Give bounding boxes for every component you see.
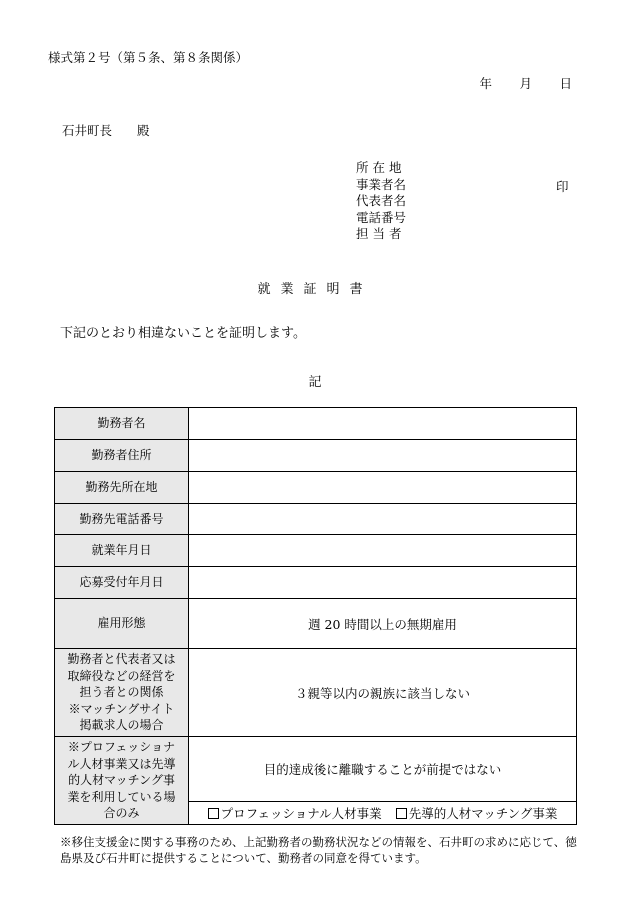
date-month-label: 月 [519, 76, 532, 91]
applicant-block [356, 160, 406, 243]
table-row [55, 567, 577, 599]
table-row [55, 472, 577, 504]
row-label-employment-date: 就業年月日 [55, 535, 189, 567]
professional-options [189, 802, 577, 825]
seal-mark: 印 [556, 179, 569, 194]
contact-person-label: 担 当 者 [356, 226, 402, 242]
row-label-application-date: 応募受付年月日 [55, 567, 189, 599]
representative-label: 代表者名 [356, 193, 407, 209]
date-day-label: 日 [559, 76, 572, 91]
table-row [55, 535, 577, 567]
worker-name-field[interactable] [189, 408, 577, 440]
row-label-employment-type: 雇用形態 [55, 599, 189, 649]
workplace-address-field[interactable] [189, 472, 577, 504]
table-row [55, 408, 577, 440]
professional-value: 目的達成後に離職することが前提ではない [189, 737, 577, 802]
relation-value: ３親等以内の親族に該当しない [189, 649, 577, 737]
row-label-worker-name: 勤務者名 [55, 408, 189, 440]
row-label-relation: 勤務者と代表者又は 取締役などの経営を 担う者との関係 ※マッチングサイト 掲載求人の場合 [55, 649, 189, 737]
document-title: 就業証明書 [257, 282, 373, 297]
checkbox-icon[interactable] [208, 808, 219, 819]
workplace-phone-field[interactable] [189, 504, 577, 535]
row-label-workplace-address: 勤務先所在地 [55, 472, 189, 504]
employment-date-field[interactable] [189, 535, 577, 567]
table-row [55, 504, 577, 535]
addressee: 石井町長 殿 [62, 123, 150, 138]
phone-label: 電話番号 [356, 209, 407, 225]
table-row [55, 737, 577, 802]
certification-statement: 下記のとおり相違ないことを証明します。 [60, 326, 306, 341]
employment-type-value: 週 20 時間以上の無期雇用 [189, 599, 577, 649]
business-name-label: 事業者名 [356, 176, 407, 192]
worker-address-field[interactable] [189, 440, 577, 472]
option-leading-matching[interactable]: 先導的人材マッチング事業 [396, 804, 558, 822]
row-label-worker-address: 勤務者住所 [55, 440, 189, 472]
option-professional[interactable]: プロフェッショナル人材事業 [208, 804, 382, 822]
footnote: ※移住支援金に関する事務のため、上記勤務者の勤務状況などの情報を、石井町の求めに応じて、徳島県及び石井町に提供することについて、勤務者の同意を得ています。 [60, 835, 577, 865]
row-label-workplace-phone: 勤務先電話番号 [55, 504, 189, 535]
address-label: 所 在 地 [356, 160, 402, 175]
date-line [452, 74, 572, 92]
ki-heading: 記 [308, 375, 322, 390]
application-date-field[interactable] [189, 567, 577, 599]
form-reference: 様式第２号（第５条、第８条関係） [48, 50, 249, 65]
table-row [55, 649, 577, 737]
row-label-professional: ※プロフェッショナ ル人材事業又は先導 的人材マッチング事 業を利用している場 合のみ [55, 737, 189, 825]
date-year-label: 年 [479, 76, 492, 91]
table-row [55, 599, 577, 649]
checkbox-icon[interactable] [396, 808, 407, 819]
certificate-table [54, 407, 577, 825]
table-row [55, 440, 577, 472]
